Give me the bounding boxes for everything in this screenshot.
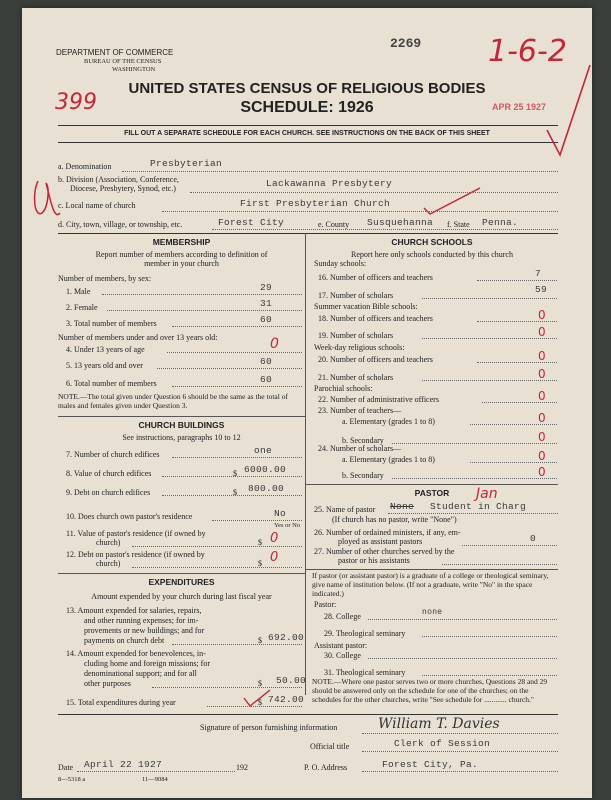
q2-label: 2. Female [66, 303, 98, 312]
fill-line [422, 298, 557, 299]
q9-value: 800.00 [248, 483, 285, 494]
q14-line-1: 14. Amount expended for benevolences, in- [66, 649, 206, 658]
fill-line [422, 675, 557, 676]
rule [58, 573, 305, 574]
q14-value: 50.00 [276, 675, 307, 686]
church-name-label: c. Local name of church [58, 201, 136, 210]
q24a-value: 0 [538, 449, 546, 463]
q24b-value: 0 [538, 465, 546, 479]
q13-line-2: and other running expenses; for im- [84, 616, 199, 625]
fill-line [172, 457, 302, 458]
q13-dollar: $ [258, 636, 262, 645]
state-value: Penna. [482, 217, 519, 228]
summer-label: Summer vacation Bible schools: [314, 302, 418, 311]
pastor-heading: PASTOR [414, 488, 450, 498]
expenditures-subtitle: Amount expended by your church during last fiscal year [91, 592, 272, 601]
weekday-label: Week-day religious schools: [314, 343, 405, 352]
q20-label: 20. Number of officers and teachers [318, 355, 433, 364]
q26-line-2: ployed as assistant pastors [338, 537, 423, 546]
fill-line [470, 424, 557, 425]
q8-value: 6000.00 [244, 464, 287, 475]
form-number: 8—5318 a [58, 776, 86, 783]
q19-value: 0 [538, 325, 546, 339]
division-label-1: b. Division (Association, Conference, [58, 175, 179, 184]
q13-line-1: 13. Amount expended for salaries, repairs, [66, 606, 202, 615]
q25-struck-value: None [390, 501, 415, 512]
q25-handwritten: Jan [476, 486, 498, 502]
q20-value: 0 [538, 349, 546, 363]
fill-line [102, 294, 302, 295]
q14-line-3: denominational support; and for all [84, 669, 197, 678]
buildings-subtitle: See instructions, paragraphs 10 to 12 [122, 433, 241, 442]
q23b-value: 0 [538, 430, 546, 444]
q24a-label: a. Elementary (grades 1 to 8) [342, 455, 435, 464]
graduate-note: If pastor (or assistant pastor) is a graduate of a college or theological seminary, give name of institution below. (If not a graduate, write "No" in the space indicated.) [312, 571, 549, 598]
census-schedule-page [22, 8, 592, 798]
city-value: Forest City [218, 217, 285, 228]
q24-label: 24. Number of scholars— [318, 444, 402, 453]
rule [58, 416, 305, 417]
q7-value: one [254, 445, 273, 456]
q12-dollar: $ [258, 559, 262, 568]
column-divider [305, 233, 306, 695]
denomination-label: a. Denomination [58, 162, 112, 171]
handwritten-number: 399 [55, 90, 97, 115]
fill-line [442, 564, 557, 565]
pastor-sublabel: Pastor: [314, 600, 337, 609]
q27-line-2: pastor or his assistants [338, 556, 410, 565]
q31-label: 31. Theological seminary [324, 668, 406, 677]
schedule-title: SCHEDULE: 1926 [240, 99, 374, 116]
fill-line [362, 751, 558, 752]
q6-value: 60 [260, 374, 273, 385]
fill-line [362, 771, 558, 772]
q28-label: 28. College [324, 612, 361, 621]
q9-label: 9. Debt on church edifices [66, 488, 151, 497]
q17-label: 17. Number of scholars [318, 291, 394, 300]
fill-line [190, 192, 558, 193]
q25-label: 25. Name of pastor [314, 505, 376, 514]
bureau-label: BUREAU OF THE CENSUS [84, 58, 162, 65]
rule [306, 484, 558, 485]
q16-value: 7 [535, 268, 542, 279]
rule [58, 142, 558, 143]
rule [306, 569, 558, 570]
q3-value: 60 [260, 314, 273, 325]
sunday-label: Sunday schools: [314, 259, 367, 268]
q10-value: No [274, 508, 287, 519]
received-stamp: APR 25 1927 [492, 102, 547, 112]
membership-note: NOTE.—The total given under Question 6 should be the same as the total of males and females given under Question 3. [58, 392, 288, 410]
q16-label: 16. Number of officers and teachers [318, 273, 433, 282]
rule [58, 233, 558, 234]
fill-line [392, 478, 557, 479]
q10-label: 10. Does church own pastor's residence [66, 512, 193, 521]
fill-line [462, 545, 557, 546]
fill-line [132, 546, 302, 547]
q29-label: 29. Theological seminary [324, 629, 406, 638]
fill-line [212, 229, 558, 230]
schools-heading: CHURCH SCHOOLS [391, 237, 473, 247]
q15-label: 15. Total expenditures during year [66, 698, 176, 707]
q11-label-1: 11. Value of pastor's residence (if owned by [66, 529, 206, 538]
fill-line [172, 386, 302, 387]
q1-value: 29 [260, 282, 273, 293]
buildings-heading: CHURCH BUILDINGS [138, 420, 225, 430]
q25-value: Student in Charg [430, 501, 527, 512]
fill-line [477, 280, 557, 281]
age-heading: Number of members under and over 13 years old: [58, 333, 218, 342]
city-field-label: d. City, town, village, or township, etc. [58, 220, 183, 229]
assistant-sublabel: Assistant pastor: [314, 641, 368, 650]
q21-value: 0 [538, 367, 546, 381]
q15-dollar: $ [258, 698, 262, 707]
fill-line [392, 443, 557, 444]
q23b-label: b. Secondary [342, 436, 384, 445]
fill-line [162, 495, 302, 496]
fill-line [477, 321, 557, 322]
q7-label: 7. Number of church edifices [66, 450, 160, 459]
fill-line [162, 211, 558, 212]
q11-label-2: church) [96, 538, 121, 547]
fill-line [162, 476, 302, 477]
q11-dollar: $ [258, 538, 262, 547]
q23a-value: 0 [538, 411, 546, 425]
q2-value: 31 [260, 298, 273, 309]
q14-dollar: $ [258, 679, 262, 688]
schools-subtitle: Report here only schools conducted by this church [351, 250, 513, 259]
po-address-value: Forest City, Pa. [382, 759, 479, 770]
signature: William T. Davies [378, 716, 500, 732]
q14-line-2: cluding home and foreign missions; for [84, 659, 210, 668]
q18-label: 18. Number of officers and teachers [318, 314, 433, 323]
q13-value: 692.00 [268, 632, 305, 643]
rule [58, 714, 558, 715]
form-title: UNITED STATES CENSUS OF RELIGIOUS BODIES [128, 80, 486, 97]
q26-value: 0 [530, 533, 537, 544]
q6-label: 6. Total number of members [66, 379, 157, 388]
q12-label-2: church) [96, 559, 121, 568]
fill-line [422, 636, 557, 637]
denomination-value: Presbyterian [150, 158, 223, 169]
fill-line [477, 362, 557, 363]
q28-value: none [422, 608, 443, 617]
q23-label: 23. Number of teachers— [318, 406, 402, 415]
fill-line [132, 567, 302, 568]
fill-line [362, 733, 558, 734]
q26-line-1: 26. Number of ordained ministers, if any, em- [314, 528, 461, 537]
q27-line-1: 27. Number of other churches served by the [314, 547, 455, 556]
fill-line [368, 658, 557, 659]
membership-heading: MEMBERSHIP [152, 237, 211, 247]
instruction-line: FILL OUT A SEPARATE SCHEDULE FOR EACH CHURCH. SEE INSTRUCTIONS ON THE BACK OF THIS SHEET [124, 130, 490, 137]
fill-line [172, 644, 302, 645]
q23a-label: a. Elementary (grades 1 to 8) [342, 417, 435, 426]
q1-label: 1. Male [66, 287, 91, 296]
official-title-value: Clerk of Session [394, 738, 491, 749]
q4-label: 4. Under 13 years of age [66, 345, 145, 354]
q5-value: 60 [260, 356, 273, 367]
q14-line-4: other purposes [84, 679, 131, 688]
q30-label: 30. College [324, 651, 361, 660]
fill-line [167, 352, 302, 353]
fill-line [422, 380, 557, 381]
handwritten-top-right: 1-6-2 [488, 34, 567, 69]
official-title-label: Official title [310, 742, 350, 751]
q22-value: 0 [538, 389, 546, 403]
q11-value: 0 [270, 531, 279, 546]
city-label: WASHINGTON [112, 66, 156, 73]
q5-label: 5. 13 years old and over [66, 361, 143, 370]
q22-label: 22. Number of administrative officers [318, 395, 439, 404]
red-check-mark-icon [242, 688, 272, 708]
rule [58, 125, 558, 126]
fill-line [157, 368, 302, 369]
fill-line [422, 338, 557, 339]
fill-line [470, 462, 557, 463]
parochial-label: Parochial schools: [314, 384, 373, 393]
date-value: April 22 1927 [84, 759, 163, 770]
q17-value: 59 [535, 284, 548, 295]
q8-label: 8. Value of church edifices [66, 469, 152, 478]
state-label: f. State [447, 220, 470, 229]
q8-dollar: $ [233, 469, 237, 478]
q12-value: 0 [270, 550, 279, 565]
q25-hint: (If church has no pastor, write "None") [332, 515, 457, 524]
q3-label: 3. Total number of members [66, 319, 157, 328]
print-number: 11—9084 [142, 776, 168, 783]
signature-label: Signature of person furnishing information [200, 723, 338, 732]
fill-line [172, 326, 302, 327]
date-label: Date [58, 763, 74, 772]
q9-dollar: $ [233, 488, 237, 497]
fill-line [122, 171, 558, 172]
department-label: DEPARTMENT OF COMMERCE [56, 48, 174, 57]
fill-line [368, 619, 557, 620]
q18-value: 0 [538, 308, 546, 322]
q24b-label: b. Secondary [342, 471, 384, 480]
fill-line [482, 402, 557, 403]
pastor-end-note: NOTE.—Where one pastor serves two or more churches, Questions 28 and 29 should be answered only on the schedule for one of the churches; on the schedules for the other churches, write "See schedule for ............ church." [312, 677, 548, 704]
fill-line [77, 771, 235, 772]
po-address-label: P. O. Address [304, 763, 348, 772]
q10-hint: Yes or No [274, 522, 301, 529]
q13-line-4: payments on church debt [84, 636, 165, 645]
fill-line [107, 310, 302, 311]
year-suffix: 192 [236, 763, 248, 772]
fill-line [212, 520, 302, 521]
division-label-2: Diocese, Presbytery, Synod, etc.) [70, 184, 176, 193]
membership-subtitle-1: Report number of members according to definition of [95, 250, 268, 259]
county-value: Susquehanna [367, 217, 434, 228]
q21-label: 21. Number of scholars [318, 373, 394, 382]
fill-line [388, 513, 558, 514]
q19-label: 19. Number of scholars [318, 331, 394, 340]
q12-label-1: 12. Debt on pastor's residence (if owned by [66, 550, 205, 559]
expenditures-heading: EXPENDITURES [148, 577, 215, 587]
membership-subtitle-2: member in your church [144, 259, 219, 268]
church-name-value: First Presbyterian Church [240, 198, 391, 209]
fill-line [152, 687, 302, 688]
q13-line-3: provements or new buildings; and for [84, 626, 205, 635]
division-value: Lackawanna Presbytery [266, 178, 393, 189]
red-check-mark-icon [542, 60, 592, 160]
q4-value: 0 [270, 336, 279, 352]
q15-value: 742.00 [268, 694, 305, 705]
stamp-number: 2269 [390, 36, 422, 51]
by-sex-label: Number of members, by sex: [58, 274, 152, 283]
county-label: e. County [318, 220, 350, 229]
